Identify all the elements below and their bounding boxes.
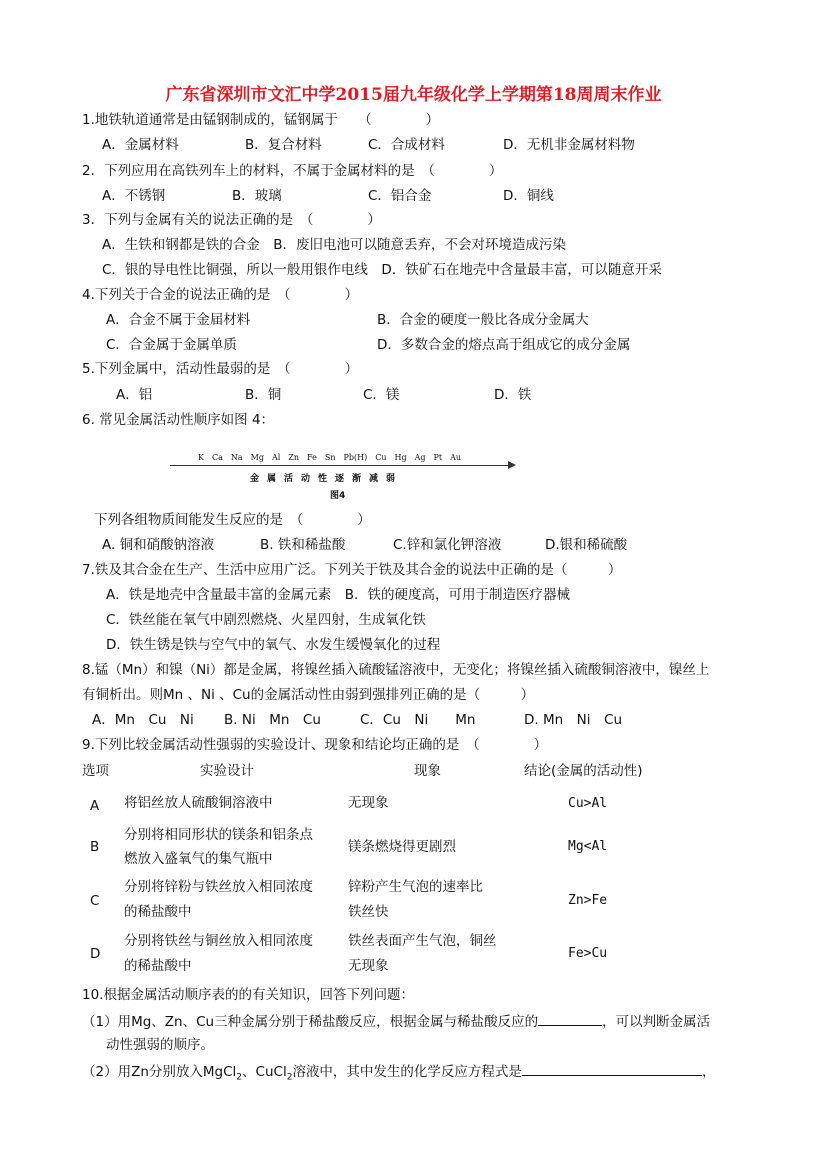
- table-row-a-option: A: [90, 798, 100, 814]
- question-8-option-b: B. Ni Mn Cu: [224, 712, 321, 728]
- table-row-b-conclusion: Mg<Al: [568, 839, 608, 854]
- question-1-option-c: C．合成材料: [368, 137, 445, 153]
- question-4-option-a: A．合金不属于金届材料: [106, 312, 251, 328]
- question-6-stem: 6. 常见金属活动性顺序如图 4：: [82, 412, 275, 428]
- question-8-stem-line-2: 有铜析出。则Mn 、Ni 、Cu的金属活动性由弱到强排列正确的是（ ）: [82, 687, 535, 703]
- question-8-option-a: A．Mn Cu Ni: [92, 712, 194, 728]
- table-row-b-design-line-2: 燃放入盛氧气的集气瓶中: [124, 851, 273, 867]
- question-5-option-c: C．镁: [363, 387, 400, 403]
- table-row-c-design-line-1: 分别将锌粉与铁丝放入相同浓度: [124, 879, 313, 895]
- table-row-c-phenomenon-line-2: 铁丝快: [348, 904, 389, 920]
- question-6-option-c: C.锌和氯化钾溶液: [393, 537, 502, 553]
- question-8-stem-line-1: 8.锰（Mn）和镍（Ni）都是金属，将镍丝插入硫酸锰溶液中，无变化；将镍丝插入硫酸铜溶液中，镍丝上: [82, 662, 710, 678]
- table-row-d-option: D: [90, 946, 101, 962]
- question-2-option-b: B．玻璃: [232, 188, 282, 204]
- table-header-design: 实验设计: [200, 763, 254, 779]
- question-4-option-d: D．多数合金的熔点高于组成它的成分金属: [377, 337, 631, 353]
- table-header-option: 选项: [82, 763, 109, 779]
- question-9-stem: 9.下列比较金属活动性强弱的实验设计、现象和结论均正确的是 （ ）: [82, 737, 548, 753]
- question-3-stem: 3．下列与金属有关的说法正确的是 （ ）: [82, 212, 381, 228]
- table-row-a-design: 将铝丝放人硫酸铜溶液中: [124, 795, 273, 811]
- question-10-part-1-text-b: ，可以判断金属活: [602, 1014, 711, 1030]
- question-5-option-a: A．铝: [116, 387, 153, 403]
- question-5-option-b: B．铜: [245, 387, 282, 403]
- question-2-option-a: A．不锈钢: [102, 188, 166, 204]
- table-row-b-phenomenon: 镁条燃烧得更剧烈: [348, 839, 456, 855]
- table-row-d-conclusion: Fe>Cu: [568, 946, 608, 961]
- question-6-sub-stem: 下列各组物质间能发生反应的是 （ ）: [94, 512, 371, 528]
- table-row-d-phenomenon-line-2: 无现象: [348, 958, 389, 974]
- question-10-part-2-text-a: （2）用Zn分别放入MgCl: [82, 1064, 237, 1080]
- question-4-option-c: C．合金属于金属单质: [106, 337, 237, 353]
- activity-arrow-line: [170, 465, 510, 466]
- question-7-option-c: C．铁丝能在氧气中剧烈燃烧、火星四射，生成氧化铁: [106, 612, 426, 628]
- table-row-d-design-line-2: 的稀盐酸中: [124, 958, 192, 974]
- question-3-option-ab: A．生铁和钢都是铁的合金 B．废旧电池可以随意丢弃，不会对环境造成污染: [102, 237, 566, 253]
- activity-arrow-head-icon: [508, 461, 516, 469]
- question-2-option-c: C．铝合金: [368, 188, 432, 204]
- metal-activity-figure: [170, 452, 516, 504]
- question-10-part-1-continued: 动性强弱的顺序。: [106, 1037, 214, 1053]
- table-row-d-phenomenon-line-1: 铁丝表面产生气泡，铜丝: [348, 933, 497, 949]
- answer-blank-1[interactable]: [538, 1011, 602, 1026]
- question-1-option-a: A．金属材料: [102, 137, 179, 153]
- question-7-stem: 7.铁及其合金在生产、生活中应用广泛。下列关于铁及其合金的说法中正确的是（ ）: [82, 562, 622, 578]
- table-header-conclusion: 结论(金属的活动性): [524, 763, 643, 779]
- table-row-a-conclusion: Cu>Al: [568, 796, 608, 811]
- question-5-option-d: D．铁: [494, 387, 532, 403]
- question-1-option-b: B．复合材料: [245, 137, 322, 153]
- question-7-option-ab: A．铁是地壳中含量最丰富的金属元素 B．铁的硬度高，可用于制造医疗器械: [106, 587, 570, 603]
- table-row-b-option: B: [90, 839, 100, 855]
- question-10-part-2: [82, 1061, 715, 1087]
- question-10-part-1-text-a: （1）用Mg、Zn、Cu三种金属分别于稀盐酸反应，根据金属与稀盐酸反应的: [82, 1014, 539, 1030]
- question-5-stem: 5.下列金属中，活动性最弱的是 （ ）: [82, 361, 359, 377]
- table-row-c-design-line-2: 的稀盐酸中: [124, 904, 192, 920]
- question-4-stem: 4.下列关于合金的说法正确的是 （ ）: [82, 287, 359, 303]
- question-6-option-d: D.银和稀硫酸: [545, 537, 628, 553]
- question-7-option-d: D．铁生锈是铁与空气中的氧气、水发生缓慢氧化的过程: [106, 637, 441, 653]
- table-row-a-phenomenon: 无现象: [348, 795, 389, 811]
- table-row-c-phenomenon-line-1: 锌粉产生气泡的速率比: [348, 879, 483, 895]
- figure-label: 图4: [330, 491, 346, 501]
- table-row-c-option: C: [90, 893, 100, 909]
- question-1-option-d: D．无机非金属材料物: [503, 137, 635, 153]
- metal-activity-series: K Ca Na Mg Al Zn Fe Sn Pb(H) Cu Hg Ag Pt Au: [198, 453, 461, 462]
- question-10-part-2-text-b: 、CuCl: [242, 1064, 287, 1080]
- table-row-b-design-line-1: 分别将相同形状的镁条和铝条点: [124, 827, 313, 843]
- question-6-option-a: A. 铜和硝酸钠溶液: [102, 537, 215, 553]
- question-2-stem: 2．下列应用在高铁列车上的材料，不属于金属材料的是 （ ）: [82, 163, 503, 179]
- table-header-phenomenon: 现象: [414, 763, 441, 779]
- question-10-stem: 10.根据金属活动顺序表的的有关知识，回答下列问题：: [82, 987, 414, 1003]
- question-2-option-d: D．铜线: [503, 188, 554, 204]
- question-1-stem: 1.地铁轨道通常是由锰钢制成的，锰钢属于 （ ）: [82, 112, 440, 128]
- answer-blank-2[interactable]: [522, 1061, 702, 1076]
- subscript-2: 2: [286, 1072, 293, 1083]
- activity-caption: 金属活动性逐渐减弱: [250, 474, 404, 484]
- page-title: 广东省深圳市文汇中学2015届九年级化学上学期第18周周末作业: [165, 85, 662, 105]
- question-8-option-c: C．Cu Ni Mn: [360, 712, 476, 728]
- question-4-option-b: B．合金的硬度一般比各成分金属大: [377, 312, 589, 328]
- table-row-c-conclusion: Zn>Fe: [568, 893, 608, 908]
- question-3-option-cd: C．银的导电性比铜强，所以一般用银作电线 D．铁矿石在地壳中含量最丰富，可以随意开采: [102, 262, 662, 278]
- question-6-option-b: B. 铁和稀盐酸: [260, 537, 346, 553]
- question-10-part-2-text-d: ，: [701, 1064, 716, 1080]
- question-8-option-d: D. Mn Ni Cu: [524, 712, 623, 728]
- subscript-2: 2: [236, 1072, 243, 1083]
- question-10-part-2-text-c: 溶液中，其中发生的化学反应方程式是: [292, 1064, 522, 1080]
- question-10-part-1: [82, 1011, 710, 1031]
- table-row-d-design-line-1: 分别将铁丝与铜丝放入相同浓度: [124, 933, 313, 949]
